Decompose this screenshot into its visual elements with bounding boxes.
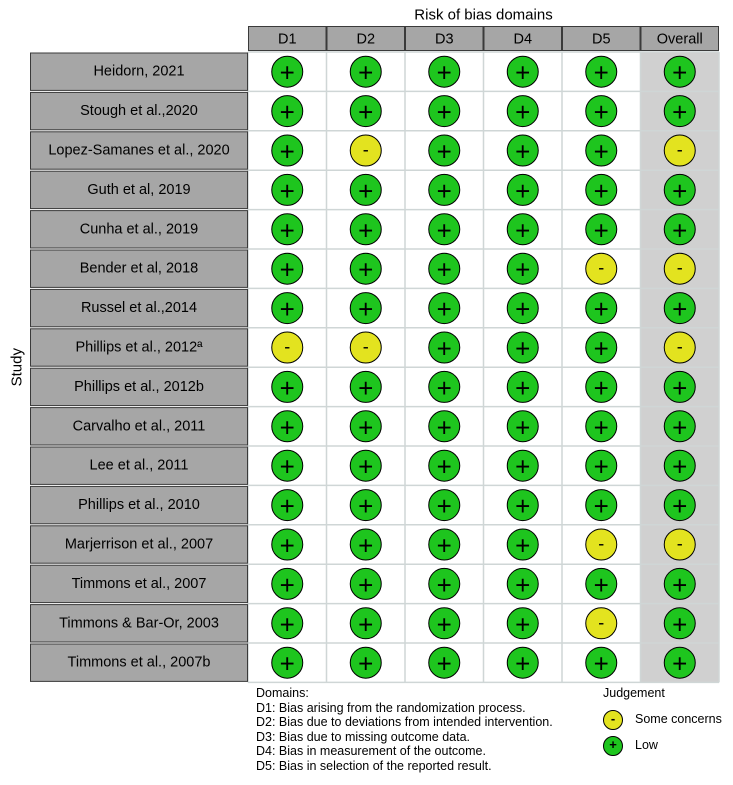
column-header-label: D1: [277, 31, 297, 48]
judgement-symbol: +: [436, 648, 452, 679]
judgement-symbol: -: [598, 257, 605, 278]
column-header-label: D4: [513, 31, 533, 48]
judgement-symbol: +: [672, 215, 688, 246]
judgement-symbol: +: [515, 57, 531, 88]
judgement-legend-title: Judgement: [603, 686, 665, 700]
column-header-label: D3: [434, 31, 454, 48]
study-label: Timmons & Bar-Or, 2003: [59, 615, 219, 632]
judgement-symbol: +: [279, 175, 295, 206]
judgement-symbol: +: [672, 57, 688, 88]
judgement-symbol: +: [436, 491, 452, 522]
some-concerns-dot-icon: -: [603, 710, 623, 730]
judgement-symbol: +: [672, 294, 688, 325]
judgement-symbol: +: [672, 451, 688, 482]
study-label: Lee et al., 2011: [89, 457, 189, 474]
judgement-symbol: +: [279, 97, 295, 128]
domains-legend: [256, 686, 553, 774]
chart-title: Risk of bias domains: [414, 6, 553, 24]
study-label: Phillips et al., 2010: [78, 497, 200, 514]
judgement-symbol: +: [593, 372, 609, 403]
judgement-symbol: +: [515, 215, 531, 246]
judgement-symbol: +: [358, 609, 374, 640]
judgement-symbol: +: [279, 491, 295, 522]
judgement-symbol: -: [676, 139, 683, 160]
judgement-symbol: +: [279, 372, 295, 403]
judgement-symbol: +: [436, 530, 452, 561]
judgement-symbol: +: [436, 97, 452, 128]
study-label: Stough et al.,2020: [80, 103, 198, 120]
judgement-symbol: +: [279, 412, 295, 443]
judgement-symbol: +: [358, 294, 374, 325]
judgement-symbol: +: [593, 648, 609, 679]
judgement-symbol: -: [676, 533, 683, 554]
judgement-symbol: +: [436, 175, 452, 206]
study-label: Carvalho et al., 2011: [72, 418, 206, 435]
domain-legend-d3: D3: Bias due to missing outcome data.: [256, 729, 471, 744]
judgement-symbol: +: [358, 569, 374, 600]
study-label: Timmons et al., 2007: [71, 575, 207, 592]
judgement-symbol: -: [284, 336, 291, 357]
judgement-symbol: -: [598, 533, 605, 554]
study-label: Russel et al.,2014: [80, 300, 198, 317]
judgement-symbol: +: [436, 609, 452, 640]
judgement-legend: [600, 686, 722, 761]
judgement-symbol: +: [593, 215, 609, 246]
judgement-symbol: +: [515, 97, 531, 128]
judgement-legend-item-low: [600, 735, 722, 757]
judgement-symbol: +: [436, 57, 452, 88]
judgement-symbol: +: [358, 254, 374, 285]
judgement-symbol: -: [362, 336, 369, 357]
judgement-symbol: -: [598, 612, 605, 633]
study-label: Cunha et al., 2019: [79, 221, 199, 238]
judgement-symbol: +: [436, 136, 452, 167]
judgement-symbol: +: [279, 57, 295, 88]
judgement-symbol: +: [358, 175, 374, 206]
judgement-symbol: +: [358, 97, 374, 128]
judgement-symbol: +: [515, 372, 531, 403]
study-label: Phillips et al., 2012b: [74, 378, 204, 395]
judgement-symbol: +: [515, 175, 531, 206]
low-risk-dot-icon: +: [603, 736, 623, 756]
judgement-symbol: +: [279, 648, 295, 679]
study-label: Lopez-Samanes et al., 2020: [48, 142, 230, 159]
judgement-symbol: +: [593, 569, 609, 600]
judgement-symbol: +: [358, 57, 374, 88]
judgement-symbol: +: [593, 451, 609, 482]
y-axis-label: Study: [8, 348, 26, 387]
judgement-symbol: +: [593, 294, 609, 325]
judgement-symbol: -: [676, 257, 683, 278]
judgement-symbol: +: [436, 372, 452, 403]
column-header-label: Overall: [656, 31, 703, 48]
judgement-symbol: +: [515, 648, 531, 679]
judgement-symbol: +: [358, 215, 374, 246]
judgement-symbol: +: [436, 569, 452, 600]
domain-legend-d4: D4: Bias in measurement of the outcome.: [256, 744, 486, 759]
judgement-symbol: +: [515, 451, 531, 482]
judgement-symbol: +: [593, 97, 609, 128]
judgement-symbol: +: [672, 609, 688, 640]
judgement-symbol: +: [279, 294, 295, 325]
judgement-symbol: +: [279, 609, 295, 640]
judgement-symbol: +: [593, 412, 609, 443]
judgement-symbol: +: [593, 175, 609, 206]
judgement-symbol: +: [593, 333, 609, 364]
judgement-symbol: +: [515, 294, 531, 325]
judgement-symbol: +: [672, 97, 688, 128]
judgement-symbol: +: [279, 215, 295, 246]
study-label: Guth et al, 2019: [87, 181, 191, 198]
study-label: Marjerrison et al., 2007: [64, 536, 214, 553]
study-label: Phillips et al., 2012ª: [75, 339, 203, 356]
judgement-symbol: +: [672, 372, 688, 403]
judgement-legend-label: Some concerns: [635, 712, 722, 727]
column-header-label: D2: [356, 31, 376, 48]
judgement-symbol: +: [515, 254, 531, 285]
judgement-legend-label: Low: [635, 738, 658, 753]
judgement-symbol: +: [672, 412, 688, 443]
judgement-symbol: +: [358, 491, 374, 522]
judgement-symbol: +: [672, 491, 688, 522]
judgement-symbol: +: [593, 57, 609, 88]
judgement-symbol: +: [515, 609, 531, 640]
study-label: Timmons et al., 2007b: [67, 654, 211, 671]
study-label: Heidorn, 2021: [93, 63, 185, 80]
judgement-symbol: +: [436, 215, 452, 246]
judgement-symbol: +: [358, 648, 374, 679]
judgement-symbol: +: [593, 491, 609, 522]
domain-legend-d1: D1: Bias arising from the randomization process.: [256, 700, 526, 715]
judgement-legend-item-some: [600, 709, 722, 731]
judgement-symbol: +: [358, 372, 374, 403]
judgement-symbol: -: [676, 336, 683, 357]
judgement-symbol: +: [436, 412, 452, 443]
judgement-symbol: +: [436, 294, 452, 325]
judgement-symbol: +: [279, 136, 295, 167]
judgement-symbol: +: [436, 451, 452, 482]
study-label: Bender et al, 2018: [79, 260, 199, 277]
judgement-symbol: +: [515, 530, 531, 561]
judgement-symbol: +: [436, 254, 452, 285]
judgement-symbol: -: [362, 139, 369, 160]
judgement-symbol: +: [358, 530, 374, 561]
judgement-symbol: +: [515, 136, 531, 167]
domains-legend-title: Domains:: [256, 686, 309, 700]
judgement-symbol: +: [672, 648, 688, 679]
judgement-symbol: +: [279, 451, 295, 482]
judgement-symbol: +: [593, 136, 609, 167]
judgement-symbol: +: [279, 254, 295, 285]
judgement-symbol: +: [515, 491, 531, 522]
judgement-symbol: +: [672, 175, 688, 206]
judgement-symbol: +: [515, 569, 531, 600]
judgement-symbol: +: [358, 412, 374, 443]
judgement-symbol: +: [436, 333, 452, 364]
judgement-symbol: +: [672, 569, 688, 600]
domain-legend-d5: D5: Bias in selection of the reported result.: [256, 758, 492, 773]
judgement-symbol: +: [279, 530, 295, 561]
judgement-symbol: +: [515, 412, 531, 443]
judgement-symbol: +: [279, 569, 295, 600]
domain-legend-d2: D2: Bias due to deviations from intended intervention.: [256, 715, 553, 730]
column-header-label: D5: [591, 31, 611, 48]
judgement-symbol: +: [515, 333, 531, 364]
judgement-symbol: +: [358, 451, 374, 482]
